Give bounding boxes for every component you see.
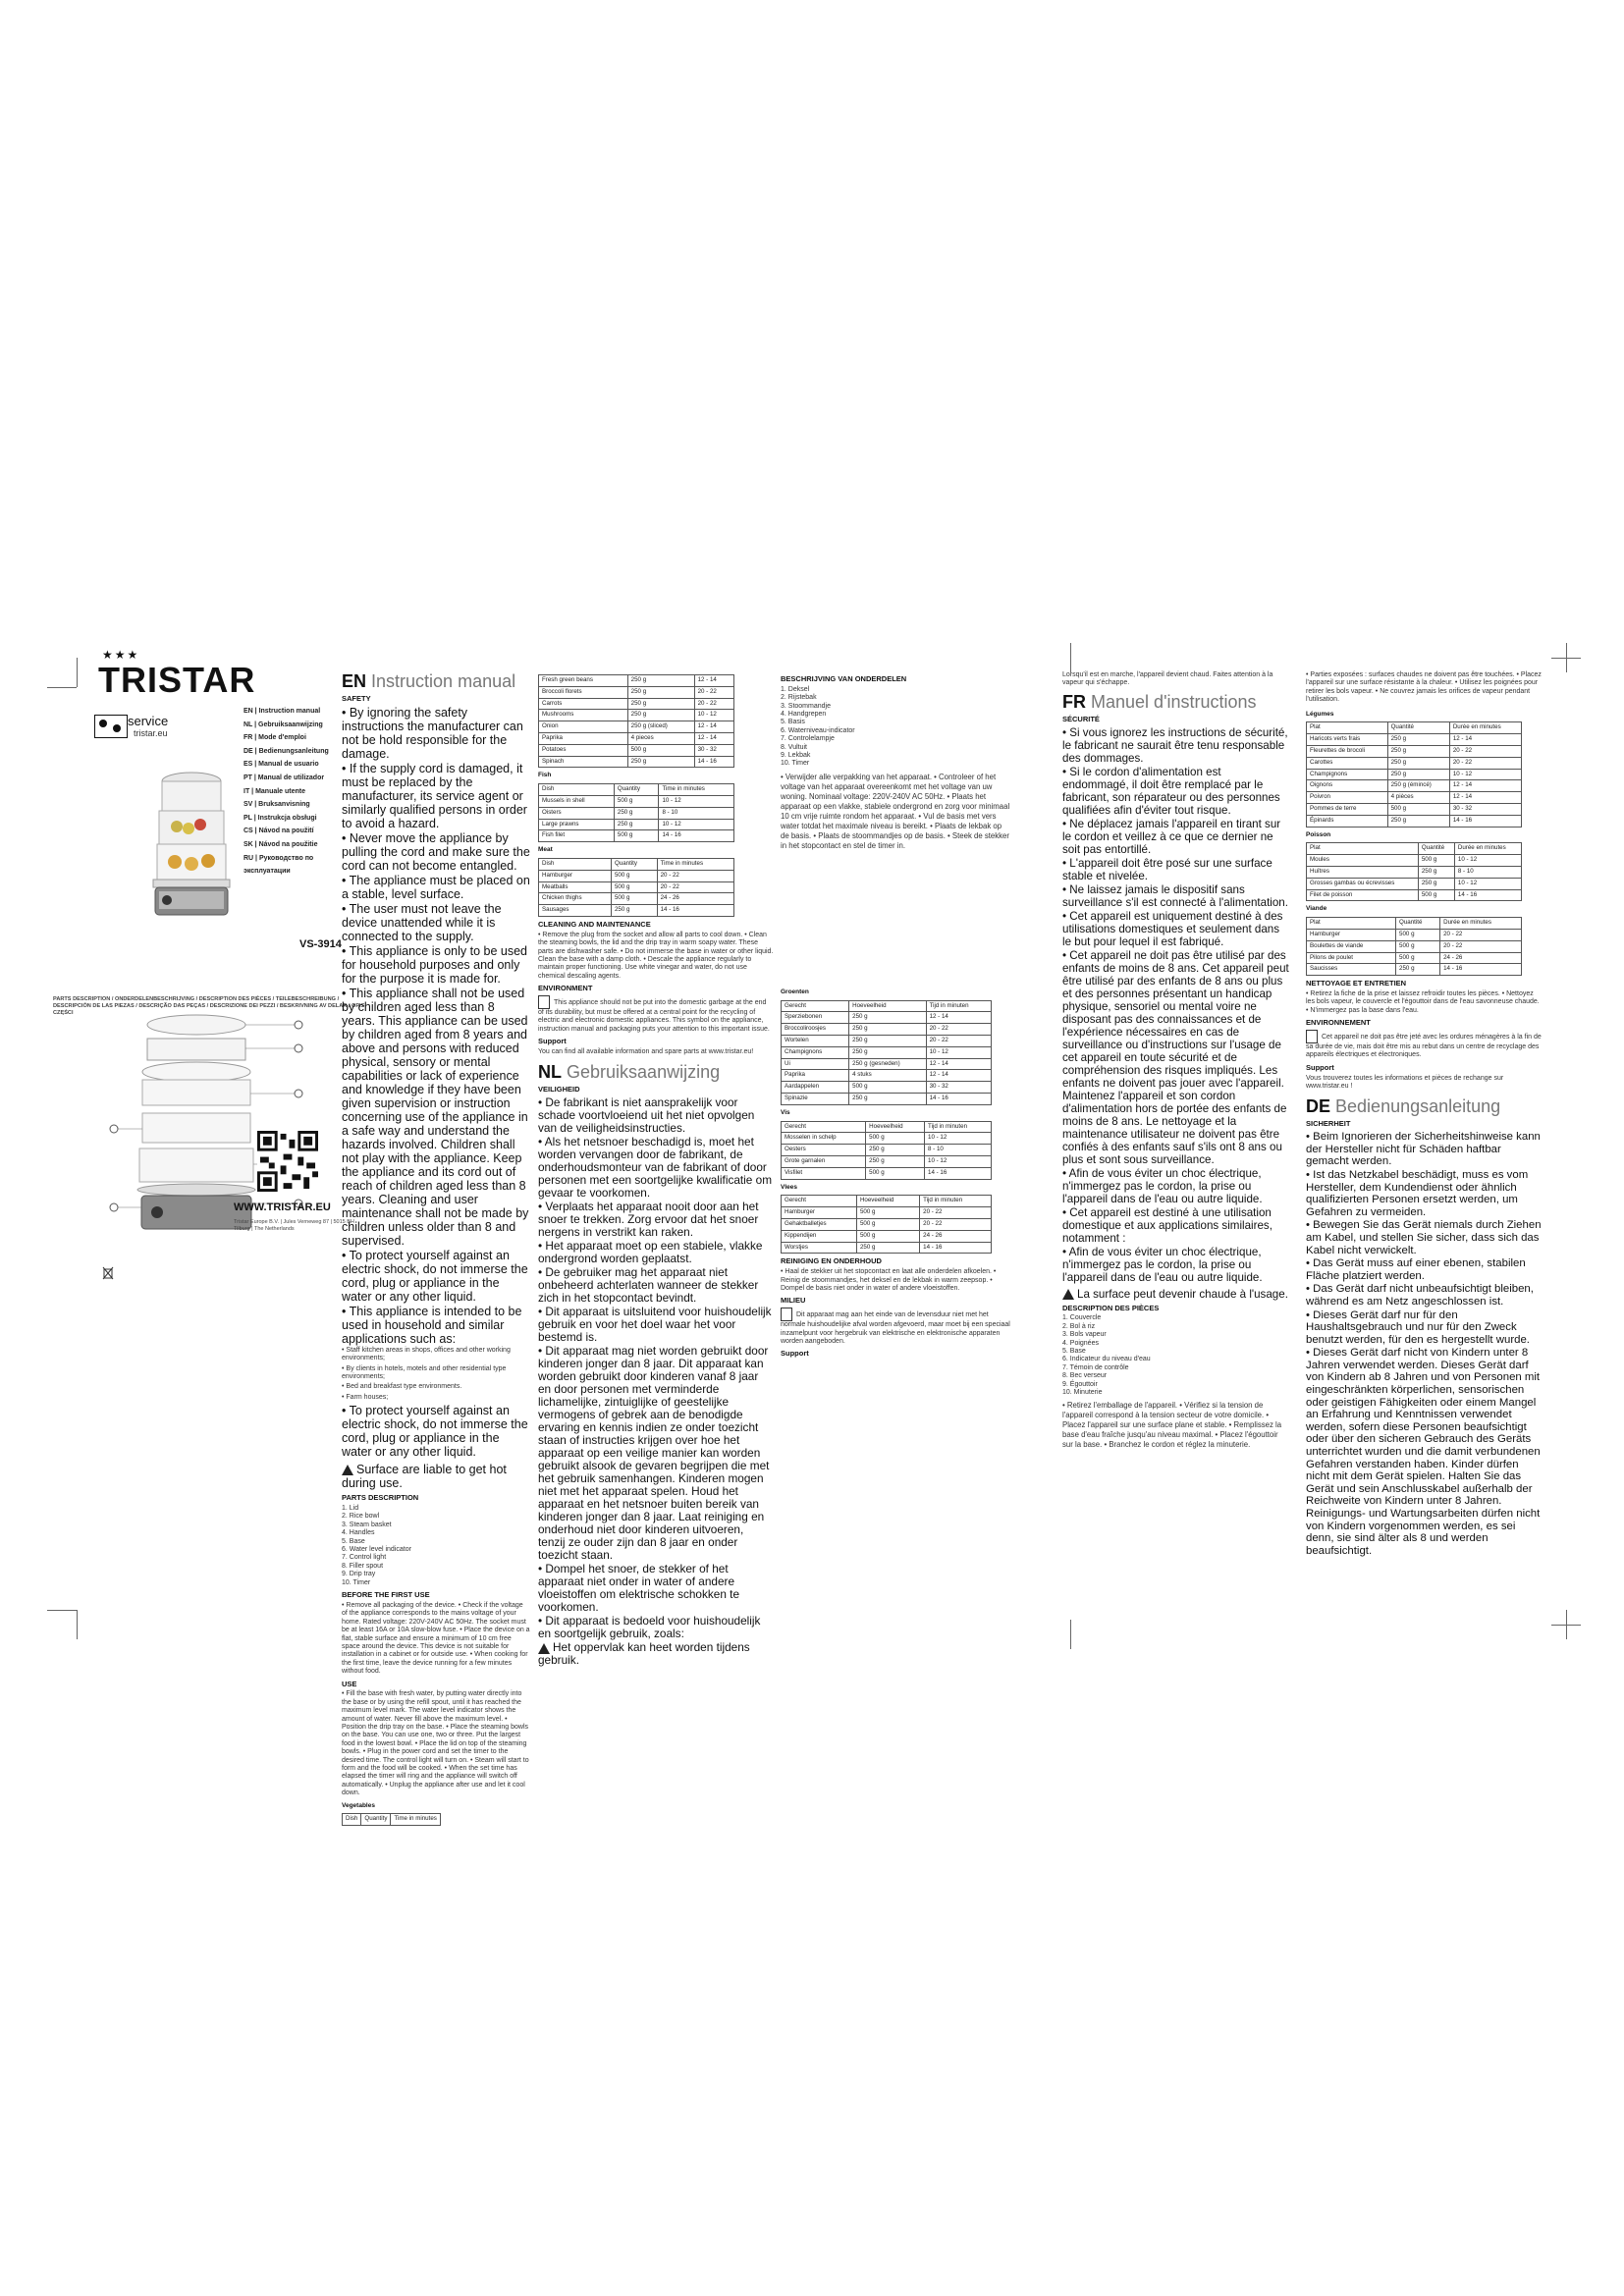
vis-heading: Vis [781, 1108, 790, 1116]
use-heading: USE [342, 1679, 357, 1688]
crop-mark [1070, 1620, 1071, 1649]
vis-table [781, 1121, 992, 1180]
table-row: Champignons 250 g 10 - 12 [1307, 769, 1522, 780]
poisson-heading: Poisson [1306, 830, 1331, 838]
language-item: FR | Mode d'emploi [244, 734, 306, 742]
table-row: Huîtres 250 g 8 - 10 [1307, 866, 1522, 878]
table-row: Broccoli florets 250 g 20 - 22 [539, 686, 734, 698]
groenten-table [781, 1000, 992, 1105]
table-row: Sausages 250 g 14 - 16 [539, 905, 734, 917]
crop-mark [47, 1610, 77, 1611]
crop-mark [47, 687, 77, 688]
parts-heading: PARTS DESCRIPTION [342, 1493, 419, 1503]
crop-mark [1566, 1610, 1567, 1639]
env-heading-nl: MILIEU [781, 1296, 806, 1306]
table-row: Aardappelen 500 g 30 - 32 [782, 1082, 992, 1094]
language-item: SV | Bruksanvisning [244, 801, 310, 809]
table-row: Visfilet 500 g 14 - 16 [782, 1167, 992, 1179]
language-item: SK | Návod na použitie [244, 840, 318, 848]
fish-table [538, 783, 734, 842]
table-row: Carottes 250 g 20 - 22 [1307, 757, 1522, 769]
table-row: Worstjes 250 g 14 - 16 [782, 1242, 992, 1254]
table-row: Kippendijen 500 g 24 - 26 [782, 1230, 992, 1242]
meat-table [538, 858, 734, 917]
support-text: You can find all available information and spare parts at www.tristar.eu! [538, 1047, 754, 1055]
table-row: Mushrooms 250 g 10 - 12 [539, 710, 734, 721]
table-row: Champignons 250 g 10 - 12 [782, 1046, 992, 1058]
safety-text: • By ignoring the safety instructions the manufacturer can not be hold responsible for the damage. • If the supply cord is damaged, it must be replaced by the manufacturer, its service agent or similarly qualified persons in order to avoid a hazard. • Never move the appliance by pulling the cord and make sure the cord can not become entangled. • The appliance must be placed on a stable, level surface. • The user must not leave the device unattended while it is connected to the supply. • This appliance is only to be used for household purposes and only for the purpose it is made for. • This appliance shall not be used by children aged less than 8 years. This appliance can be used by children aged from 8 years and above and persons with reduced physical, sensory or mental capabilities or lack of experience and knowledge if they have been given supervision or instruction concerning use of the appliance in a safe way and understand the hazards involved. Children shall not play with the appliance. Keep the appliance and its cord out of reach of children aged less than 8 years. Cleaning and user maintenance shall not be made by children unless older than 8 and supervised. • To protect yourself against an electric shock, do not immerse the cord, plug or appliance in the water or any other liquid. • This appliance is intended to be used in household and similar applications such as: [342, 705, 530, 1346]
protect-text: • To protect yourself against an electric shock, do not immerse the cord, plug or appliance in the water or any other liquid. [342, 1404, 528, 1460]
vegetables-heading: Vegetables [342, 1801, 375, 1809]
safety-heading-fr: SÉCURITÉ [1062, 714, 1100, 723]
table-row: Wortelen 250 g 20 - 22 [782, 1036, 992, 1047]
applications-list: • Staff kitchen areas in shops, offices and other working environments; • By clients in hotels, motels and other residential type environments; • Bed and breakfast type environments. • Farm houses; [342, 1346, 511, 1401]
weee-bin-icon [781, 1308, 792, 1321]
table-row: Spinazie 250 g 14 - 16 [782, 1094, 992, 1105]
table-row: Meatballs 500 g 20 - 22 [539, 881, 734, 893]
safety-text-fr: • Si vous ignorez les instructions de sécurité, le fabricant ne saurait être tenu responsable des dommages. • Si le cordon d'alimentation est endommagé, il doit être remplacé par le fabricant, son réparateur ou des personnes qualifiées afin d'éviter tout risque. • Ne déplacez jamais l'appareil en tirant sur le cordon et veillez à ce que ce dernier ne soit pas entortillé. • L'appareil doit être posé sur une surface stable et nivelée. • Ne laissez jamais le dispositif sans surveillance s'il est connecté à l'alimentation. • Cet appareil est uniquement destiné à des utilisations domestiques et seulement dans le but pour lequel il est fabriqué. • Cet appareil ne doit pas être utilisé par des enfants de moins de 8 ans. Cet appareil peut être utilisé par des enfants de 8 ans ou plus et des personnes présentant un handicap physique, sensoriel ou mental voire ne disposant pas des connaissances et de l'expérience nécessaires en cas de surveillance ou d'instructions sur l'usage de cet appareil en toute sécurité et de compréhension des risques impliqués. Les enfants ne doivent pas jouer avec l'appareil. Maintenez l'appareil et son cordon d'alimentation hors de portée des enfants de moins de 8 ans. Le nettoyage et la maintenance utilisateur ne doivent pas être confiés à des enfants sauf s'ils ont 8 ans ou plus et sont sous surveillance. • Afin de vous éviter un choc électrique, n'immergez pas le cordon, la prise ou l'appareil dans de l'eau ou autre liquide. • Cet appareil est destiné à une utilisation domestique et aux applications similaires, notamment : [1062, 725, 1289, 1245]
language-item: ES | Manual de usuario [244, 761, 319, 769]
column-fr [1062, 671, 1290, 1450]
language-item: IT | Manuale utente [244, 787, 306, 795]
product-photo [137, 766, 245, 933]
qr-code [257, 1131, 318, 1192]
gear-icon [99, 720, 107, 727]
env-text-nl: Dit apparaat mag aan het einde van de levensduur niet met het normale huishoudelijke afval worden afgevoerd, maar moet bij een speciaal inzamelpunt voor hergebruik van elektrische en elektronische apparaten worden aangeboden. [781, 1308, 1011, 1346]
table-row: Mosselen in schelp 500 g 10 - 12 [782, 1133, 992, 1145]
vlees-table [781, 1195, 992, 1254]
table-row: Gehaktballetjes 500 g 20 - 22 [782, 1219, 992, 1231]
table-row: Fish filet 500 g 14 - 16 [539, 830, 734, 842]
language-item: PL | Instrukcja obsługi [244, 814, 317, 822]
table-row: Grosses gambas ou écrevisses 250 g 10 - 12 [1307, 878, 1522, 889]
table-row: Gerecht Hoeveelheid Tijd in minuten [782, 1196, 992, 1207]
language-item: CS | Návod na použití [244, 828, 314, 835]
viande-heading: Viande [1306, 905, 1327, 913]
table-row: Carrots 250 g 20 - 22 [539, 698, 734, 710]
section-title-nl: NL Gebruiksaanwijzing [538, 1062, 721, 1083]
table-row: Paprika 4 stuks 12 - 14 [782, 1070, 992, 1082]
clean-heading-fr: NETTOYAGE ET ENTRETIEN [1306, 979, 1407, 988]
language-item: NL | Gebruiksaanwijzing [244, 721, 323, 728]
support-heading-nl: Support [781, 1349, 809, 1359]
column-en [342, 671, 530, 1829]
column-en-tables [538, 671, 774, 1667]
website-address: Tristar Europe B.V. | Jules Verneweg 87 | 5015 BH Tilburg | The Netherlands [234, 1219, 354, 1232]
protect-text-fr: • Afin de vous éviter un choc électrique, n'immergez pas le cordon, la prise ou l'appareil dans de l'eau ou autre liquide. [1062, 1245, 1263, 1284]
parts-caption: PARTS DESCRIPTION / ONDERDELENBESCHRIJVING / DESCRIPTION DES PIÈCES / TEILEBESCHREIBUNG / DESCRIPCIÓN DE LAS PIEZAS / DESCRIÇÃO DAS PEÇAS / DESCRIZIONE DEI PEZZI / BESKRIVNING AV DELAR / OPIS CZĘŚCI [53, 996, 365, 1016]
table-row: Onion 250 g (sliced) 12 - 14 [539, 721, 734, 733]
env-heading-fr: ENVIRONNEMENT [1306, 1018, 1371, 1028]
warning-icon [538, 1643, 550, 1654]
section-title-fr: FR Manuel d'instructions [1062, 691, 1257, 712]
legumes-table [1306, 721, 1522, 827]
table-row: Ui 250 g (gesneden) 12 - 14 [782, 1058, 992, 1070]
table-row: Large prawns 250 g 10 - 12 [539, 819, 734, 830]
safety-text-nl: • De fabrikant is niet aansprakelijk voor schade voortvloeiend uit het niet opvolgen van de veiligheidsinstructies. • Als het netsnoer beschadigd is, moet het worden vervangen door de fabrikant, de onderhoudsmonteur van de fabrikant of door personen met een soortgelijke kwalificatie om gevaar te voorkomen. • Verplaats het apparaat nooit door aan het snoer te trekken. Zorg ervoor dat het snoer nergens in verstrikt kan raken. • Het apparaat moet op een stabiele, vlakke ondergrond worden geplaatst. • De gebruiker mag het apparaat niet onbeheerd achterlaten wanneer de stekker zich in het stopcontact bevindt. • Dit apparaat is uitsluitend voor huishoudelijk gebruik en voor het doel waar het voor bestemd is. • Dit apparaat mag niet worden gebruikt door kinderen jonger dan 8 jaar. Dit apparaat kan worden gebruikt door kinderen vanaf 8 jaar en door personen met verminderde lichamelijke, zintuiglijke of geestelijke vermogens of gebrek aan de benodigde ervaring en kennis indien ze onder toezicht staan of instructies krijgen over hoe het apparaat op een veilige manier kan worden gebruikt alsook de gevaren begrijpen die met het gebruik samenhangen. Kinderen mogen niet met het apparaat spelen. Houd het apparaat en het netsnoer buiten bereik van kinderen jonger dan 8 jaar. Laat reiniging en onderhoud niet door kinderen uitvoeren, tenzij ze ouder zijn dan 8 jaar en onder toezicht staan. • Dompel het snoer, de stekker of het apparaat niet onder in water of andere vloeistoffen om elektrische schokken te voorkomen. • Dit apparaat is bedoeld voor huishoudelijk en soortgelijk gebruik, zoals: [538, 1095, 773, 1641]
table-row: Fleurettes de brocoli 250 g 20 - 22 [1307, 746, 1522, 758]
table-row: Pommes de terre 500 g 30 - 32 [1307, 804, 1522, 816]
table-row: Hamburger 500 g 20 - 22 [539, 870, 734, 881]
legumes-heading: Légumes [1306, 710, 1334, 718]
hot-surface-warning-nl: Het oppervlak kan heet worden tijdens gebruik. [538, 1640, 750, 1668]
section-title-en: EN Instruction manual [342, 671, 516, 691]
table-row: Sperziebonen 250 g 12 - 14 [782, 1012, 992, 1024]
first-use-text: • Remove all packaging of the device. • Check if the voltage of the appliance corresponds to the mains voltage of your home. Rated voltage: 220V-240V AC 50Hz. The socket must be at least 16A or 10A slow-blow fuse. • Place the device on a flat, stable surface and ensure a minimum of 10 cm free space around the device. This device is not suitable for installation in a cabinet or for outside use. • When cooking for the first time, leave the device running for a few minutes without food. [342, 1601, 530, 1676]
environment-heading: ENVIRONMENT [538, 984, 593, 993]
crop-mark [77, 1610, 78, 1639]
service-label: service [128, 714, 169, 728]
env-text-fr: Cet appareil ne doit pas être jeté avec les ordures ménagères à la fin de sa durée de vie, mais doit être mis au rebut dans un centre de recyclage des appareils électriques et électroniques. [1306, 1030, 1542, 1060]
table-row: Oisters 250 g 8 - 10 [539, 807, 734, 819]
table-row: Gerecht Hoeveelheid Tijd in minuten [782, 1121, 992, 1133]
clean-heading-nl: REINIGING EN ONDERHOUD [781, 1256, 882, 1266]
brand-logo: TRISTAR [98, 660, 256, 700]
weee-bin-icon [1306, 1030, 1318, 1043]
language-item: DE | Bedienungsanleitung [244, 747, 329, 755]
hot-surface-warning-fr: La surface peut devenir chaude à l'usage. [1062, 1288, 1290, 1301]
model-number: VS-3914 [299, 938, 342, 950]
clean-text-fr: • Retirez la fiche de la prise et laissez refroidir toutes les pièces. • Nettoyez les bols vapeur, le couvercle et l'égouttoir dans de l'eau savonneuse chaude. • N'immergez pas la base dans l'eau. [1306, 989, 1540, 1014]
body-text-fr: • Retirez l'emballage de l'appareil. • Vérifiez si la tension de l'appareil correspond à la tension secteur de votre domicile. • Placez l'appareil sur une surface plane et stable. • Remplissez la base d'eau fraîche jusqu'au niveau maximal. • Placez l'égouttoir sur la base. • Branchez le cordon et réglez la minuterie. [1062, 1401, 1282, 1450]
website: WWW.TRISTAR.EU [234, 1201, 331, 1213]
table-row: Dish Quantity Time in minutes [539, 784, 734, 796]
use-text: • Fill the base with fresh water, by putting water directly into the base or by using the refill spout, until it has reached the maximum level mark. The water level indicator shows the amount of water. Never fill above the maximum level. • Position the drip tray on the base. • Place the steaming bowls on the base. You can use one, two or three. Put the largest food in the lowest bowl. • Place the lid on top of the steaming bowls. • Plug in the power cord and set the timer to the desired time. The control light will turn on. • Steam will start to form and the food will be cooked. • When the set time has elapsed the timer will ring and the appliance will switch off automatically. • Unplug the appliance after use and let it cool down. [342, 1690, 529, 1797]
table-row: Plat Quantité Durée en minutes [1307, 843, 1522, 855]
support-heading: Support [538, 1037, 567, 1046]
warning-icon [1062, 1289, 1074, 1300]
vlees-heading: Vlees [781, 1183, 797, 1191]
table-row: Gerecht Hoeveelheid Tijd in minuten [782, 1000, 992, 1012]
table-row: Potatoes 500 g 30 - 32 [539, 744, 734, 756]
cleaning-heading: CLEANING AND MAINTENANCE [538, 919, 651, 929]
hot-surface-warning: Surface are liable to get hot during use. [342, 1463, 507, 1491]
table-row: Chicken thighs 500 g 24 - 26 [539, 893, 734, 905]
table-row: Oignons 250 g (émincé) 12 - 14 [1307, 780, 1522, 792]
meat-heading: Meat [538, 846, 553, 854]
language-item: RU | Руководство по эксплуатации [244, 854, 314, 876]
brand-stars: ★★★ [102, 648, 140, 662]
fr-top-text: • Parties exposées : surfaces chaudes ne doivent pas être touchées. • Placez l'appareil sur une surface résistante à la chaleur. • Utilisez les poignées pour retirer les bols vapeur. • Ne couvrez jamais les orifices de vapeur pendant l'utilisation. [1306, 671, 1542, 704]
weee-bin-icon [102, 1266, 114, 1280]
table-row: Fresh green beans 250 g 12 - 14 [539, 675, 734, 687]
warning-icon [342, 1465, 353, 1475]
safety-text-de: • Beim Ignorieren der Sicherheitshinweise kann der Hersteller nicht für Schäden haftbar gemacht werden. • Ist das Netzkabel beschädigt, muss es vom Hersteller, dem Kundendienst oder ähnlich qualifizierten Personen ersetzt werden, um Gefahren zu vermeiden. • Bewegen Sie das Gerät niemals durch Ziehen am Kabel, und stellen Sie sicher, dass sich das Kabel nicht verwickelt. • Das Gerät muss auf einer ebenen, stabilen Fläche platziert werden. • Das Gerät darf nicht unbeaufsichtigt bleiben, während es am Netz angeschlossen ist. • Dieses Gerät darf nur für den Haushaltsgebrauch und nur für den Zweck benutzt werden, für den es hergestellt wurde. • Dieses Gerät darf nicht von Kindern unter 8 Jahren verwendet werden. Dieses Gerät darf von Kindern ab 8 Jahren und von Personen mit eingeschränkten körperlichen, sensorischen oder geistigen Fähigkeiten oder einem Mangel an Erfahrung und Kenntnissen verwendet werden, sofern diese Personen beaufsichtigt oder über den sicheren Gebrauch des Geräts unterrichtet wurden und die damit verbundenen Gefahren verstanden haben. Kinder dürfen nicht mit dem Gerät spielen. Halten Sie das Gerät und sein Anschlusskabel außerhalb der Reichweite von Kindern unter 8 Jahren. Reinigungs- und Wartungsarbeiten dürfen nicht von Kindern vorgenommen werden, es sei denn, sie sind älter als 8 und werden beaufsichtigt. [1306, 1131, 1542, 1557]
table-row: Hamburger 500 g 20 - 22 [782, 1207, 992, 1219]
vegetables-table-head: Dish Quantity Time in minutes [342, 1813, 441, 1826]
table-row: Spinach 250 g 14 - 16 [539, 756, 734, 768]
parts-heading-nl: BESCHRIJVING VAN ONDERDELEN [781, 674, 907, 683]
table-row: Moules 500 g 10 - 12 [1307, 855, 1522, 867]
table-row: Pilons de poulet 500 g 24 - 26 [1307, 952, 1522, 964]
table-row: Grote garnalen 250 g 10 - 12 [782, 1156, 992, 1168]
fish-heading: Fish [538, 772, 552, 779]
viande-table [1306, 917, 1522, 976]
safety-heading: SAFETY [342, 694, 371, 703]
vegetables-table [538, 674, 734, 768]
service-icons [94, 715, 128, 738]
crop-mark [1070, 643, 1071, 672]
safety-heading-de: SICHERHEIT [1306, 1119, 1351, 1129]
environment-text: This appliance should not be put into the domestic garbage at the end of its durability, but must be offered at a central point for the recycling of electric and electronic domestic appliances. This symbol on the appliance, instruction manual and packaging puts your attention to this important issue. [538, 995, 774, 1034]
table-row: Épinards 250 g 14 - 16 [1307, 815, 1522, 827]
table-row: Plat Quantité Durée en minutes [1307, 918, 1522, 930]
first-use-heading: BEFORE THE FIRST USE [342, 1590, 430, 1600]
groenten-heading: Groenten [781, 988, 809, 995]
table-row: Paprika 4 pieces 12 - 14 [539, 732, 734, 744]
table-row: Saucisses 250 g 14 - 16 [1307, 964, 1522, 976]
safety-heading-nl: VEILIGHEID [538, 1085, 580, 1095]
language-item: PT | Manual de utilizador [244, 774, 325, 781]
crop-mark [77, 658, 78, 687]
service-site: tristar.eu [134, 728, 168, 738]
language-item: EN | Instruction manual [244, 708, 321, 715]
parts-list: 1. Lid 2. Rice bowl 3. Steam basket 4. Handles 5. Base 6. Water level indicator 7. Control light 8. Filler spout 9. Drip tray 10. Timer [342, 1505, 411, 1586]
clean-text-nl: • Haal de stekker uit het stopcontact en laat alle onderdelen afkoelen. • Reinig de stoommandjes, het deksel en de lekbak in warm zeepsop. • Dompel de basis niet onder in water of andere vloeistoffen. [781, 1268, 997, 1292]
weee-bin-icon [538, 995, 550, 1009]
fr-intro: Lorsqu'il est en marche, l'appareil devient chaud. Faites attention à la vapeur qui s'échappe. [1062, 671, 1273, 687]
gear-icon [113, 724, 121, 732]
parts-list-fr: 1. Couvercle 2. Bol à riz 3. Bols vapeur 4. Poignées 5. Base 6. Indicateur du niveau d'eau 7. Témoin de contrôle 8. Bec verseur 9. Égouttoir 10. Minuterie [1062, 1314, 1151, 1397]
support-heading-fr: Support [1306, 1062, 1334, 1072]
body-text-nl: • Verwijder alle verpakking van het apparaat. • Controleer of het voltage van het apparaat overeenkomt met het voltage van uw woning. Nominaal voltage: 220V-240V AC 50Hz. • Plaats het apparaat op een vlakke, stabiele ondergrond en zorg voor minimaal 10 cm vrije ruimte rondom het apparaat. • Vul de basis met vers water totdat het maximale niveau is bereikt. • Plaats de lekbak op de basis. • Plaats de stoommandjes op de basis. • Steek de stekker in het stopcontact en stel de timer in. [781, 772, 1010, 850]
table-row: Dish Quantity Time in minutes [539, 858, 734, 870]
table-row: Oesters 250 g 8 - 10 [782, 1145, 992, 1156]
table-row: Broccoliroosjes 250 g 20 - 22 [782, 1024, 992, 1036]
table-row: Mussels in shell 500 g 10 - 12 [539, 795, 734, 807]
table-row: Boulettes de viande 500 g 20 - 22 [1307, 940, 1522, 952]
support-text-fr: Vous trouverez toutes les informations et pièces de rechange sur www.tristar.eu ! [1306, 1074, 1504, 1090]
table-row: Plat Quantité Durée en minutes [1307, 722, 1522, 734]
parts-list-nl: 1. Deksel 2. Rijstebak 3. Stoommandje 4. Handgrepen 5. Basis 6. Waterniveau-indicator 7. Controlelampje 8. Vultuit 9. Lekbak 10. Timer [781, 685, 855, 768]
table-row: Haricots verts frais 250 g 12 - 14 [1307, 734, 1522, 746]
table-row: Filet de poisson 500 g 14 - 16 [1307, 889, 1522, 901]
poisson-table [1306, 842, 1522, 901]
table-row: Hamburger 500 g 20 - 22 [1307, 929, 1522, 940]
column-fr-de [1306, 671, 1542, 1558]
parts-heading-fr: DESCRIPTION DES PIÈCES [1062, 1303, 1160, 1312]
table-row: Poivron 4 pièces 12 - 14 [1307, 792, 1522, 804]
crop-mark [1566, 643, 1567, 672]
cleaning-text: • Remove the plug from the socket and allow all parts to cool down. • Clean the steaming bowls, the lid and the drip tray in warm soapy water. These parts are dishwasher safe. • Do not immerse the base in water or other liquid. Clean the base with a damp cloth. • Descale the appliance regularly to maintain proper functioning. Use white vinegar and water, do not use chemical descaling agents. [538, 931, 774, 980]
section-title-de: DE Bedienungsanleitung [1306, 1096, 1501, 1117]
column-nl [781, 671, 1011, 1361]
